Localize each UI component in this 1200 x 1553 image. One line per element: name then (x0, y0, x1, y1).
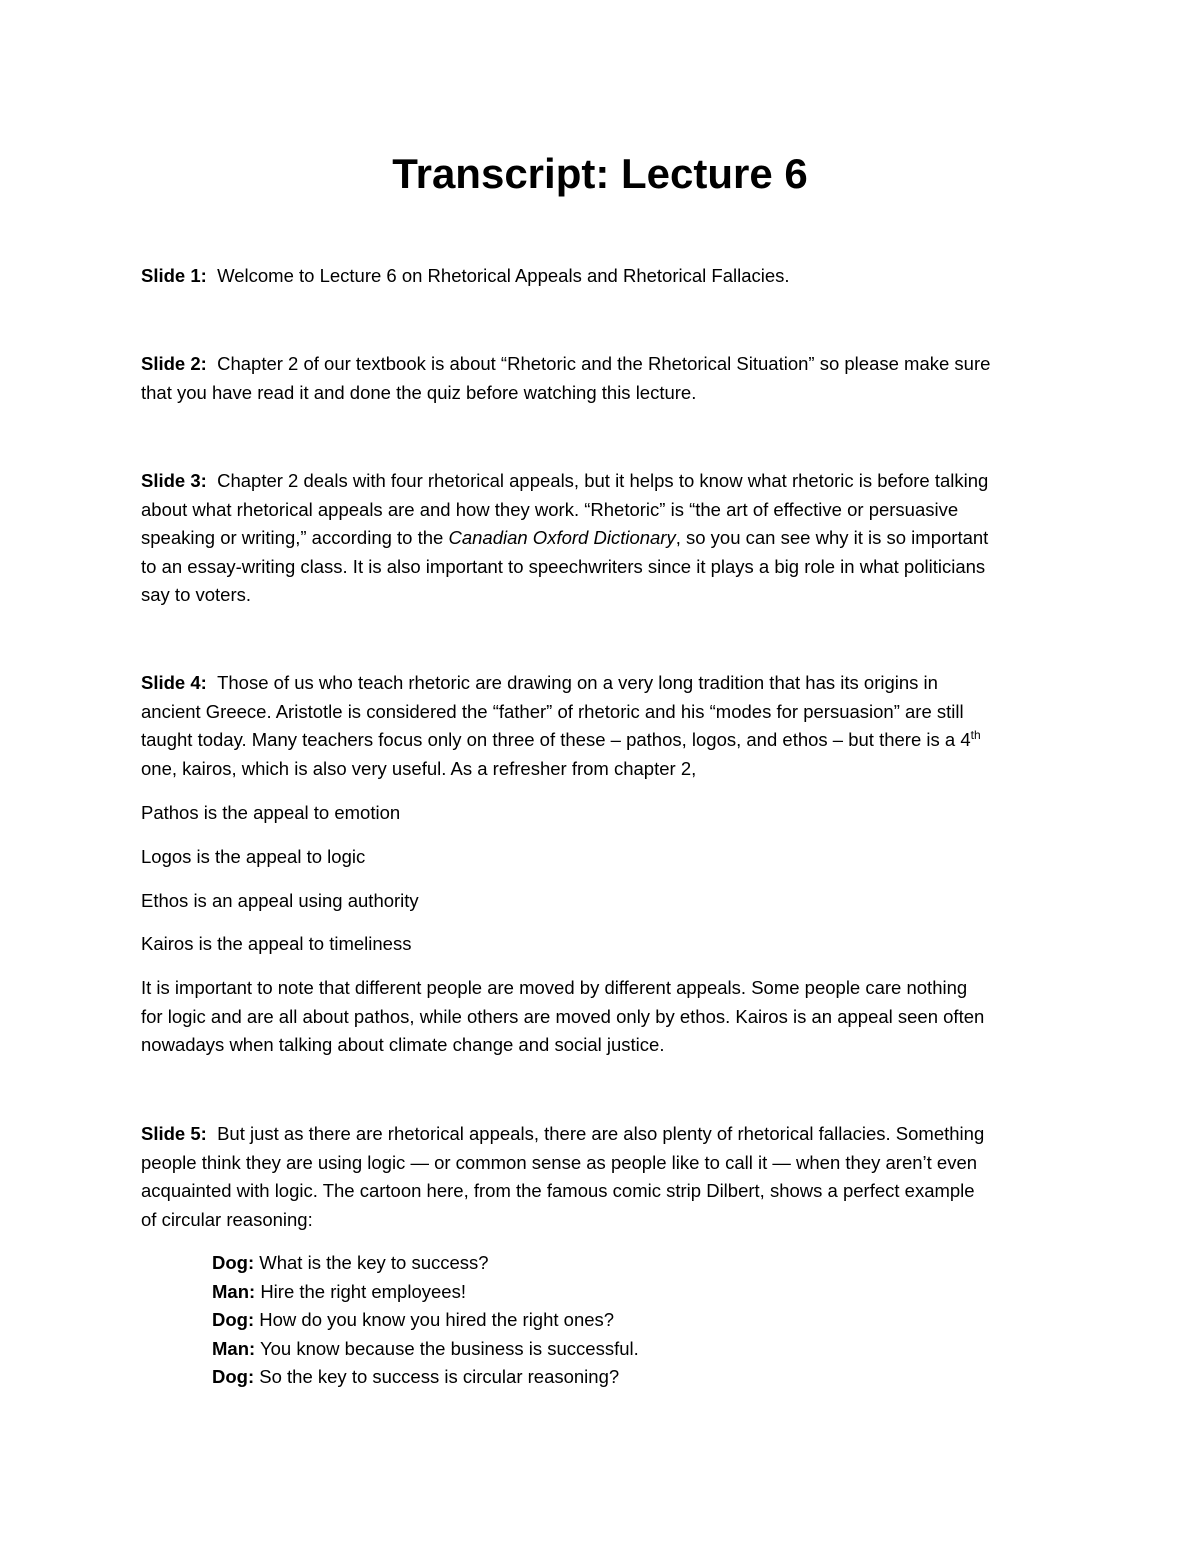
slide-4-paragraph (141, 669, 1071, 783)
slide-4-closing-line: for logic and are all about pathos, while others are moved only by ethos. Kairos is an appeal seen often (141, 1005, 985, 1027)
slide-3-text-line: Chapter 2 deals with four rhetorical appeals, but it helps to know what rhetoric is before talking (217, 470, 989, 491)
dialogue-text: You know because the business is successful. (259, 1337, 639, 1359)
appeal-item: Kairos is the appeal to timeliness (141, 933, 412, 954)
slide-4-text-segment: taught today. Many teachers focus only on three of these – pathos, logos, and ethos – but there is a 4 (141, 729, 971, 751)
slide-4-text-line: Those of us who teach rhetoric are drawing on a very long tradition that has its origins in (217, 672, 938, 693)
slide-3-text-segment: , so you can see why it is so important (675, 527, 989, 549)
slide-5-text-line: But just as there are rhetorical appeals, there are also plenty of rhetorical fallacies. Something (217, 1123, 985, 1144)
dialogue-speaker: Man: (212, 1280, 256, 1302)
dialogue-speaker: Dog: (212, 1366, 255, 1388)
slide-2-label: Slide 2: (141, 353, 207, 374)
appeal-item: Ethos is an appeal using authority (141, 890, 419, 911)
slide-3-text-segment: speaking or writing,” according to the (141, 527, 449, 549)
slide-3-paragraph (141, 467, 1071, 610)
dialogue-line (212, 1363, 639, 1392)
slide-5-label: Slide 5: (141, 1123, 207, 1144)
slide-5-paragraph (141, 1120, 1071, 1234)
slide-1-text-line: Welcome to Lecture 6 on Rhetorical Appeals and Rhetorical Fallacies. (217, 265, 790, 286)
dialogue-speaker: Dog: (212, 1309, 255, 1331)
slide-4-closing-line: nowadays when talking about climate change and social justice. (141, 1034, 665, 1056)
slide-1-paragraph (141, 262, 1071, 291)
dialogue-text: So the key to success is circular reasoning? (259, 1366, 620, 1388)
dialogue-speaker: Man: (212, 1337, 256, 1359)
slide-3-text-line: about what rhetorical appeals are and how they work. “Rhetoric” is “the art of effective or persuasive (141, 498, 959, 520)
slide-2-text-line: Chapter 2 of our textbook is about “Rhetoric and the Rhetorical Situation” so please make sure (217, 353, 991, 374)
dialogue-line (212, 1335, 639, 1364)
appeal-item: Logos is the appeal to logic (141, 846, 366, 867)
dialogue-line (212, 1278, 639, 1307)
ordinal-superscript: th (970, 728, 981, 743)
slide-4-label: Slide 4: (141, 672, 207, 693)
dialogue-line (212, 1306, 639, 1335)
slide-5-text-line: people think they are using logic — or common sense as people like to call it — when they aren’t even (141, 1151, 978, 1173)
dialogue-speaker: Dog: (212, 1252, 255, 1273)
slide-4-closing-line: It is important to note that different people are moved by different appeals. Some people care nothing (141, 977, 968, 998)
page-title: Transcript: Lecture 6 (392, 150, 808, 197)
cartoon-dialogue (212, 1249, 639, 1392)
slide-5-text-line: of circular reasoning: (141, 1208, 313, 1230)
dialogue-text: What is the key to success? (259, 1252, 489, 1273)
slide-4-text-line: one, kairos, which is also very useful. As a refresher from chapter 2, (141, 757, 697, 779)
slide-3-text-line: say to voters. (141, 584, 252, 606)
dictionary-title: Canadian Oxford Dictionary (448, 527, 676, 549)
slide-3-label: Slide 3: (141, 470, 207, 491)
slide-2-paragraph (141, 350, 1071, 407)
slide-4-text-line: ancient Greece. Aristotle is considered the “father” of rhetoric and his “modes for persuasion” are still (141, 700, 964, 722)
slide-5-text-line: acquainted with logic. The cartoon here, from the famous comic strip Dilbert, shows a perfect example (141, 1180, 975, 1202)
slide-3-text-line: to an essay-writing class. It is also important to speechwriters since it plays a big role in what politicians (141, 555, 986, 577)
dialogue-line (212, 1249, 639, 1278)
slide-4-closing-paragraph (141, 974, 1071, 1060)
dialogue-text: How do you know you hired the right ones? (259, 1309, 615, 1331)
slide-2-text-line: that you have read it and done the quiz before watching this lecture. (141, 381, 697, 403)
slide-1-label: Slide 1: (141, 265, 207, 286)
appeal-item: Pathos is the appeal to emotion (141, 802, 401, 823)
dialogue-text: Hire the right employees! (260, 1280, 466, 1302)
